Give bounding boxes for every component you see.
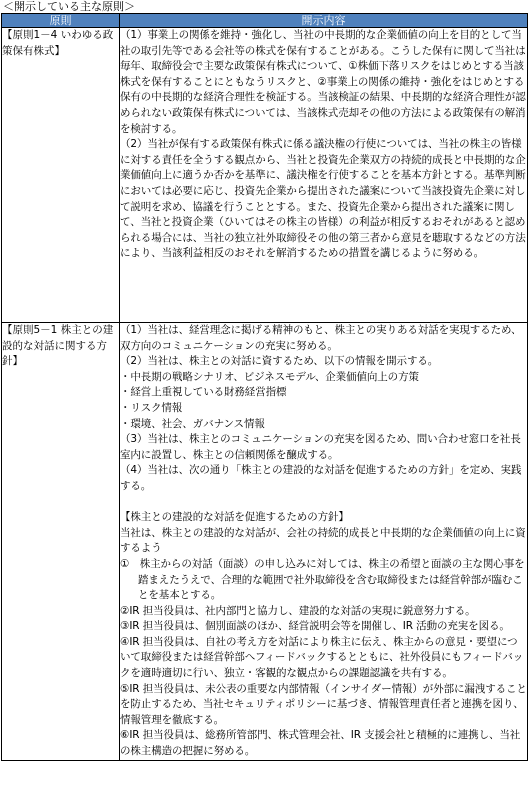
policy-item: ⑤IR 担当役員は、未公表の重要な内部情報（インサイダー情報）が外部に漏洩することを防止するため、当社セキュリティポリシーに基づき、情報管理責任者と連携を図り、情報管理を徹底する。 [120, 682, 527, 726]
subsection-heading: 【株主との建設的な対話を促進するための方針】 [120, 511, 349, 524]
principle-cell: 【原則1－4 いわゆる政策保有株式】 [2, 28, 120, 323]
list-item: ・中長期の戦略シナリオ、ビジネスモデル、企業価値向上の方策 [120, 370, 419, 383]
header-content: 開示内容 [120, 14, 528, 28]
header-principle: 原則 [2, 14, 120, 28]
paragraph: 当社は、株主との建設的な対話が、会社の持続的成長と中長期的な企業価値の向上に資するよう [120, 526, 526, 555]
policy-item: ③IR 担当役員は、個別面談のほか、経営説明会等を開催し、IR 活動の充実を図る。 [120, 620, 510, 633]
table-row [2, 28, 528, 323]
paragraph: （2）当社が保有する政策保有株式に係る議決権の行使については、当社の株主の皆様に対する責任を全うする観点から、当社と投資先企業双方の持続的成長と中長期的な企業価値向上に適うか否かを基準に、議決権を行使することを基本方針とする。基準判断においては必要に応じ、投資先企業から提出された議案について当該投資先企業に対して説明を求め、協議を行うこととする。また、投資先企業から提出された議案に関して、当社と投資企業（ひいてはその株主の皆様）の利益が相反するおそれがあると認められる場合には、当社の独立社外取締役その他の第三者から意見を聴取するなどの方法により、当該利益相反のおそれを解消するための措置を講じるように努める。 [120, 138, 526, 260]
disclosure-table [1, 13, 528, 761]
table-header-row [2, 14, 528, 28]
content-cell [120, 323, 528, 761]
policy-item: ②IR 担当役員は、社内部門と協力し、建設的な対話の実現に鋭意努力する。 [120, 604, 476, 617]
list-item: ・リスク情報 [120, 401, 183, 414]
principle-cell: 【原則5－1 株主との建設的な対話に関する方針】 [2, 323, 120, 761]
policy-item: ① 株主からの対話（面談）の申し込みに対しては、株主の希望と面談の主な関心事を踏まえたうえで、合理的な範囲で社外取締役を含む取締役または経営幹部が臨むことを基本とする。 [120, 557, 525, 602]
policy-item: ④IR 担当役員は、自社の考え方を対話により株主に伝え、株主からの意見・要望について取締役または経営幹部へフィードバックするとともに、社外役員にもフィードバックを適時適切に行い、独立・客観的な観点からの課題認識を共有する。 [120, 635, 524, 680]
list-item: ・環境、社会、ガバナンス情報 [120, 417, 265, 430]
blank-line [120, 495, 527, 511]
paragraph: （1）事業上の関係を維持・強化し、当社の中長期的な企業価値の向上を目的として当社の取引先等である会社等の株式を保有することがある。こうした保有に関して当社は毎年、取締役会で主要な政策保有株式について、①株価下落リスクをはじめとする当該株式を保有することにともなうリスクと、②事業上の関係の維持・強化をはじめとする保有の中長期的な経済合理性を検証する。当該検証の結果、中長期的な経済合理性が認められない政策保有株式については、当該株式売却その他の方法による政策保有の解消を検討する。 [120, 29, 526, 135]
table-row [2, 323, 528, 761]
paragraph: （4）当社は、次の通り「株主との建設的な対話を促進するための方針」を定め、実践する。 [120, 464, 522, 492]
content-cell [120, 28, 528, 323]
policy-item: ⑥IR 担当役員は、総務所管部門、株式管理会社、IR 支援会社と積極的に連携し、当社の株主構造の把握に努める。 [120, 729, 521, 758]
list-item: ・経営上重視している財務経営指標 [120, 386, 287, 399]
paragraph: （3）当社は、株主とのコミュニケーションの充実を図るため、問い合わせ窓口を社長室内に設置し、株主との信頼関係を醸成する。 [120, 433, 521, 461]
paragraph: （2）当社は、株主との対話に資するため、以下の情報を開示する。 [120, 355, 439, 368]
section-caption: ＜開示している主な原則＞ [3, 0, 135, 13]
paragraph: （1）当社は、経営理念に掲げる精神のもと、株主との実りある対話を実現するため、双方向のコミュニケーションの充実に努める。 [120, 324, 522, 352]
